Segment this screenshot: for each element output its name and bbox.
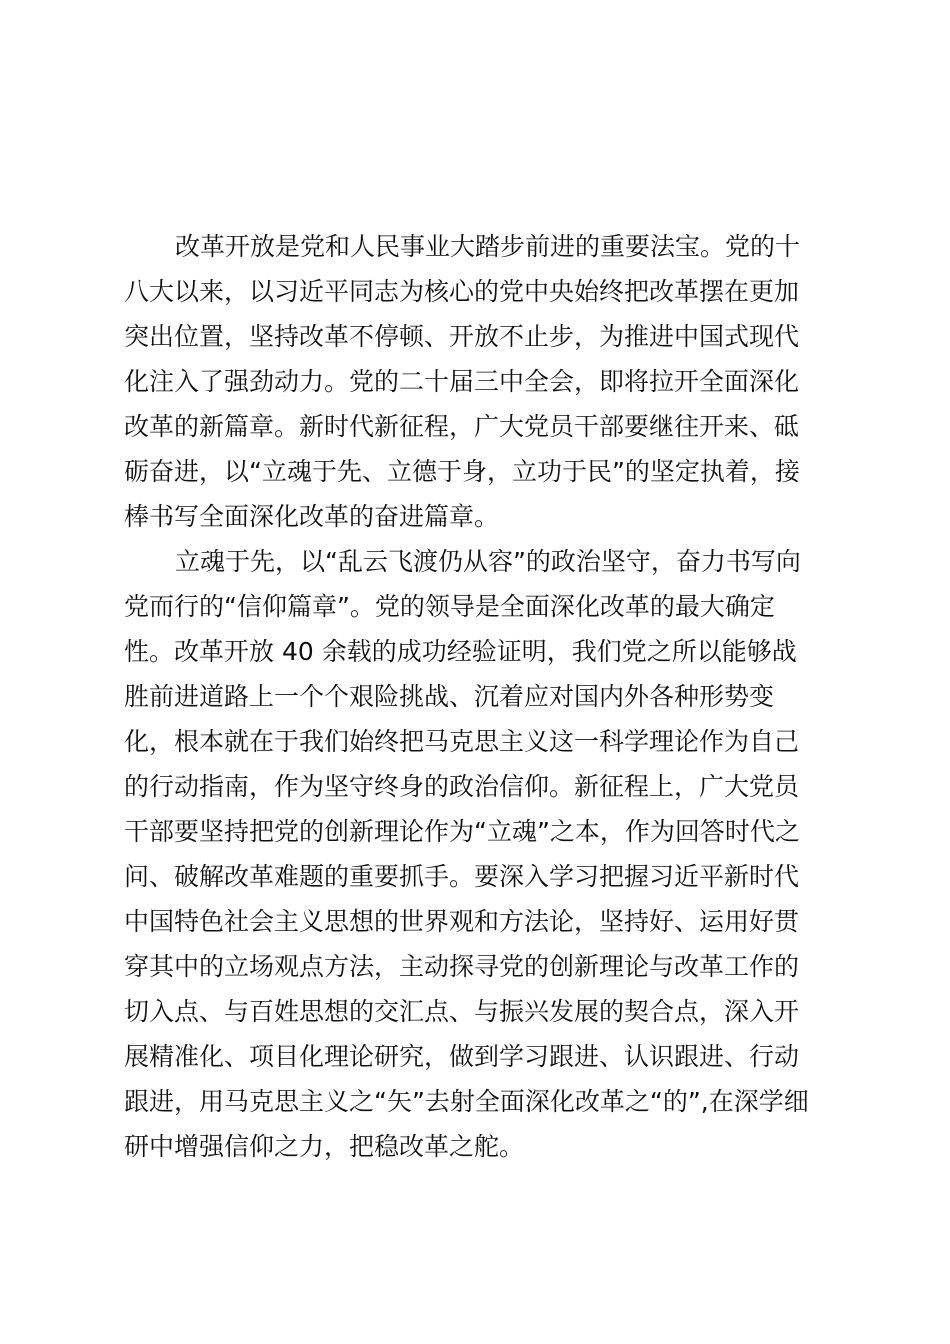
paragraph-2-line-8: 问、破解改革难题的重要抓手。要深入学习把握习近平新时代: [124, 862, 800, 891]
paragraph-2-line-6: 的行动指南，作为坚守终身的政治信仰。新征程上，广大党员: [124, 772, 800, 801]
paragraph-1-line-3: 突出位置，坚持改革不停顿、开放不止步，为推进中国式现代: [124, 322, 800, 351]
paragraph-2-line-5: 化，根本就在于我们始终把马克思主义这一科学理论作为自己: [124, 727, 800, 756]
paragraph-2-line-7: 干部要坚持把党的创新理论作为“立魂”之本，作为回答时代之: [124, 817, 800, 846]
paragraph-2-line-1: 立魂于先，以“乱云飞渡仍从容”的政治坚守，奋力书写向: [175, 547, 801, 576]
paragraph-2-line-9: 中国特色社会主义思想的世界观和方法论，坚持好、运用好贯: [124, 907, 800, 936]
paragraph-2-line-4: 胜前进道路上一个个艰险挑战、沉着应对国内外各种形势变: [124, 682, 775, 711]
paragraph-1-line-4: 化注入了强劲动力。党的二十届三中全会，即将拉开全面深化: [124, 367, 800, 396]
paragraph-1-line-1: 改革开放是党和人民事业大踏步前进的重要法宝。党的十: [175, 232, 801, 261]
paragraph-2-line-3: 性。改革开放 40 余载的成功经验证明，我们党之所以能够战: [124, 637, 797, 666]
paragraph-1-line-2: 八大以来，以习近平同志为核心的党中央始终把改革摆在更加: [124, 277, 800, 306]
paragraph-2-line-2: 党而行的“信仰篇章”。党的领导是全面深化改革的最大确定: [124, 592, 775, 621]
paragraph-2-line-12: 展精准化、项目化理论研究，做到学习跟进、认识跟进、行动: [124, 1042, 800, 1071]
paragraph-2-line-10: 穿其中的立场观点方法，主动探寻党的创新理论与改革工作的: [124, 952, 800, 981]
paragraph-2-line-14: 研中增强信仰之力，把稳改革之舵。: [124, 1132, 525, 1161]
document-body: [124, 224, 829, 1169]
paragraph-2-line-13: 跟进，用马克思主义之“矢”去射全面深化改革之“的”,在深学细: [124, 1087, 809, 1116]
paragraph-2-line-11: 切入点、与百姓思想的交汇点、与振兴发展的契合点，深入开: [124, 997, 800, 1026]
paragraph-1-line-6: 砺奋进，以“立魂于先、立德于身，立功于民”的坚定执着，接: [124, 457, 800, 486]
paragraph-1-line-5: 改革的新篇章。新时代新征程，广大党员干部要继往开来、砥: [124, 412, 800, 441]
paragraph-1-line-7: 棒书写全面深化改革的奋进篇章。: [124, 502, 500, 531]
